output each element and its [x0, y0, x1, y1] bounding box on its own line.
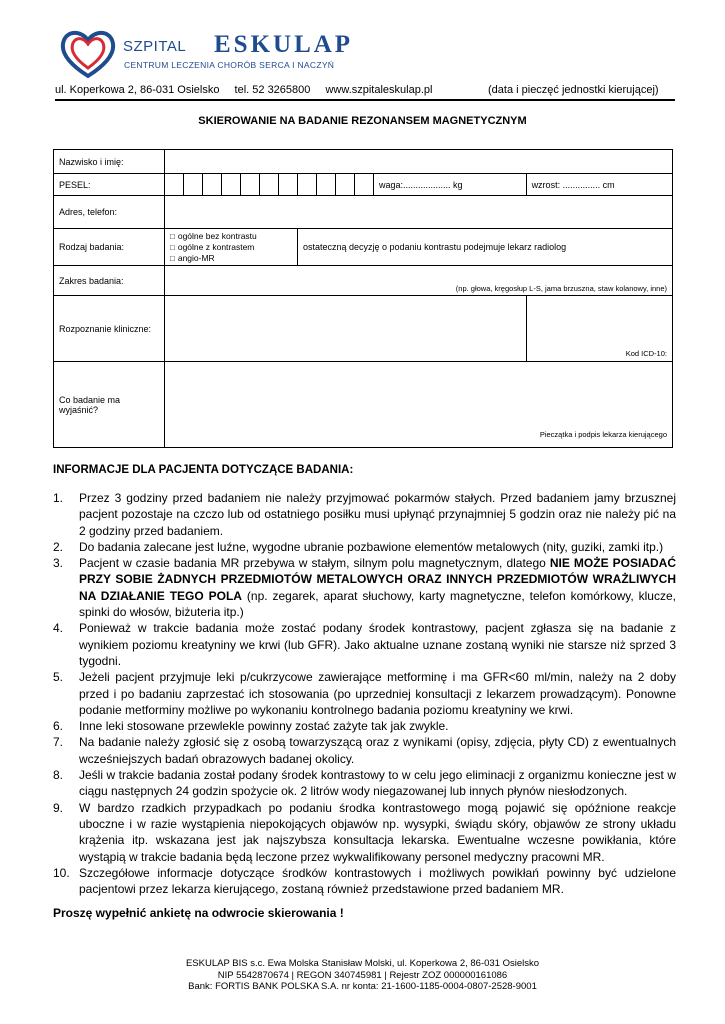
option-with-contrast[interactable]: □ ogólne z kontrastem — [170, 242, 292, 253]
website: www.szpitaleskulap.pl — [325, 84, 433, 96]
icd-label: Kod ICD-10: — [625, 349, 667, 358]
pesel-digit[interactable] — [260, 174, 279, 196]
list-item: 5. Jeżeli pacjent przyjmuje leki p/cukrzycowe zawierające metforminę i ma GFR<60 ml/min, należy na 2 doby przed i po badaniu zaprzestać ich stosowania (po uprzedniej konsultacji z lekarzem prowadzącym). Ponowne podanie metforminy możliwe po wykonaniu kontrolnego badania poziomu kreatyniny we krwi. — [53, 670, 676, 717]
contrast-note: ostateczną decyzję o podaniu kontrastu podejmuje lekarz radiolog — [298, 229, 673, 266]
type-options[interactable] — [165, 229, 298, 266]
brand-name: ESKULAP — [214, 31, 354, 58]
footer-registry: NIP 5542870674 | REGON 340745981 | Rejestr ZOZ 000000161086 — [217, 969, 508, 981]
pesel-digit[interactable] — [241, 174, 260, 196]
address-label: Adres, telefon: — [54, 196, 165, 229]
pesel-digit[interactable] — [165, 174, 184, 196]
diagnosis-field[interactable] — [165, 296, 527, 362]
pesel-digit[interactable] — [184, 174, 203, 196]
pesel-label: PESEL: — [54, 174, 165, 196]
address-field[interactable] — [165, 196, 673, 229]
type-label: Rodzaj badania: — [54, 229, 165, 266]
info-heading: INFORMACJE DLA PACJENTA DOTYCZĄCE BADANIA: — [53, 464, 354, 476]
page-title: SKIEROWANIE NA BADANIE REZONANSEM MAGNETYCZNYM — [198, 115, 527, 127]
name-field[interactable] — [165, 150, 673, 174]
brand-prefix: SZPITAL — [123, 38, 187, 55]
pesel-digit[interactable] — [222, 174, 241, 196]
footer-bank: Bank: FORTIS BANK POLSKA S.A. nr konta: 21-1600-1185-0004-0807-2528-9001 — [188, 981, 537, 992]
list-item: 6. Inne leki stosowane przewlekle powinny zostać zażyte tak jak zwykle. — [53, 719, 449, 734]
pesel-digit[interactable] — [336, 174, 355, 196]
list-item: 9. W bardzo rzadkich przypadkach po podaniu środka kontrastowego mogą pojawić się opóźnione reakcje uboczne i w razie wystąpienia niepokojących objawów np. wysypki, świądu skóry, objawów ze strony układu krążenia itp. wskazana jest jak najszybsza konsultacja lekarska. Ewentualne wczesne powikłania, które wystąpią w trakcie badania będą leczone przez wykwalifikowany personel medyczny pracowni MR. — [53, 800, 676, 864]
pesel-digit[interactable] — [317, 174, 336, 196]
list-item: 8. Jeśli w trakcie badania został podany środek kontrastowy to w celu jego eliminacji z organizmu konieczne jest w ciągu następnych 24 godzin spożycie ok. 2 litrów wody niegazowanej lub innych płynów niesłodzonych. — [53, 768, 676, 799]
brand-tagline: CENTRUM LECZENIA CHORÓB SERCA I NACZYŃ — [124, 60, 335, 70]
range-field[interactable] — [165, 266, 673, 296]
range-hint: (np. głowa, kręgosłup L-S, jama brzuszna, staw kolanowy, inne) — [455, 284, 667, 293]
stamp-note: (data i pieczęć jednostki kierującej) — [488, 84, 659, 96]
phone: tel. 52 3265800 — [234, 84, 311, 96]
weight-field[interactable]: waga:................... kg — [374, 174, 527, 196]
icd-field[interactable] — [526, 296, 672, 362]
footer-company: ESKULAP BIS s.c. Ewa Molska Stanisław Molski, ul. Koperkowa 2, 86-031 Osielsko — [185, 958, 540, 969]
diagnosis-label: Rozpoznanie kliniczne: — [54, 296, 165, 362]
question-label: Co badanie ma wyjaśnić? — [54, 362, 165, 448]
height-field[interactable]: wzrost: ............... cm — [526, 174, 672, 196]
range-label: Zakres badania: — [54, 266, 165, 296]
referral-form — [53, 149, 673, 448]
option-angio-mr[interactable]: □ angio-MR — [170, 253, 292, 264]
list-item: 3. Pacjent w czasie badania MR przebywa w stałym, silnym polu magnetycznym, dlatego NIE MOŻE POSIADAĆ PRZY SOBIE ŻADNYCH PRZEDMIOTÓW METALOWYCH ORAZ INNYCH PRZEDMIOTÓW WRAŻLIWYCH NA DZIAŁANIE TEGO POLA (np. zegarek, aparat słuchowy, karty magnetyczne, telefon komórkowy, klucze, spinki do włosów, biżuteria itp.) — [53, 556, 676, 620]
hospital-address — [55, 84, 444, 96]
list-item: 4. Ponieważ w trakcie badania może zostać podany środek kontrastowy, pacjent zgłasza się na badanie z wynikiem poziomu kreatyniny we krwi (lub GFR). Jako aktualne uznane zostaną wyniki nie starsze niż sprzed 3 tygodni. — [53, 621, 676, 668]
pesel-digit[interactable] — [203, 174, 222, 196]
list-item: 2. Do badania zalecane jest luźne, wygodne ubranie pozbawione elementów metalowych (nity, guziki, zamki itp.) — [53, 539, 664, 554]
doctor-stamp: Pieczątka i podpis lekarza kierującego — [539, 430, 667, 439]
list-item: 7. Na badanie należy zgłosić się z osobą towarzyszącą oraz z wynikami (opisy, zdjęcia, płyty CD) z ewentualnych wcześniejszych badań obrazowych badanej okolicy. — [53, 735, 676, 766]
closing-note: Proszę wypełnić ankietę na odwrocie skierowania ! — [53, 906, 344, 920]
heart-logo-icon — [58, 28, 118, 80]
info-list — [53, 490, 676, 897]
pesel-digit[interactable] — [298, 174, 317, 196]
name-label: Nazwisko i imię: — [54, 150, 165, 174]
question-field[interactable] — [165, 362, 673, 448]
street: ul. Koperkowa 2, 86-031 Osielsko — [55, 84, 220, 96]
pesel-digit[interactable] — [355, 174, 374, 196]
header-divider — [55, 99, 675, 101]
pesel-digit[interactable] — [279, 174, 298, 196]
list-item: 1. Przez 3 godziny przed badaniem nie należy przyjmować pokarmów stałych. Przed badaniem jamy brzusznej pacjent pozostaje na czczo lub od ostatniego posiłku musi upłynąć przynajmniej 5 godzin oraz nie należy pić na 2 godziny przed badaniem. — [53, 491, 676, 538]
list-item: 10. Szczegółowe informacje dotyczące środków kontrastowych i możliwych powikłań powinny być udzielone pacjentowi przez lekarza kierującego, zostaną również przedstawione przed badaniem MR. — [53, 865, 676, 897]
footer — [0, 958, 725, 993]
option-no-contrast[interactable]: □ ogólne bez kontrastu — [170, 231, 292, 242]
